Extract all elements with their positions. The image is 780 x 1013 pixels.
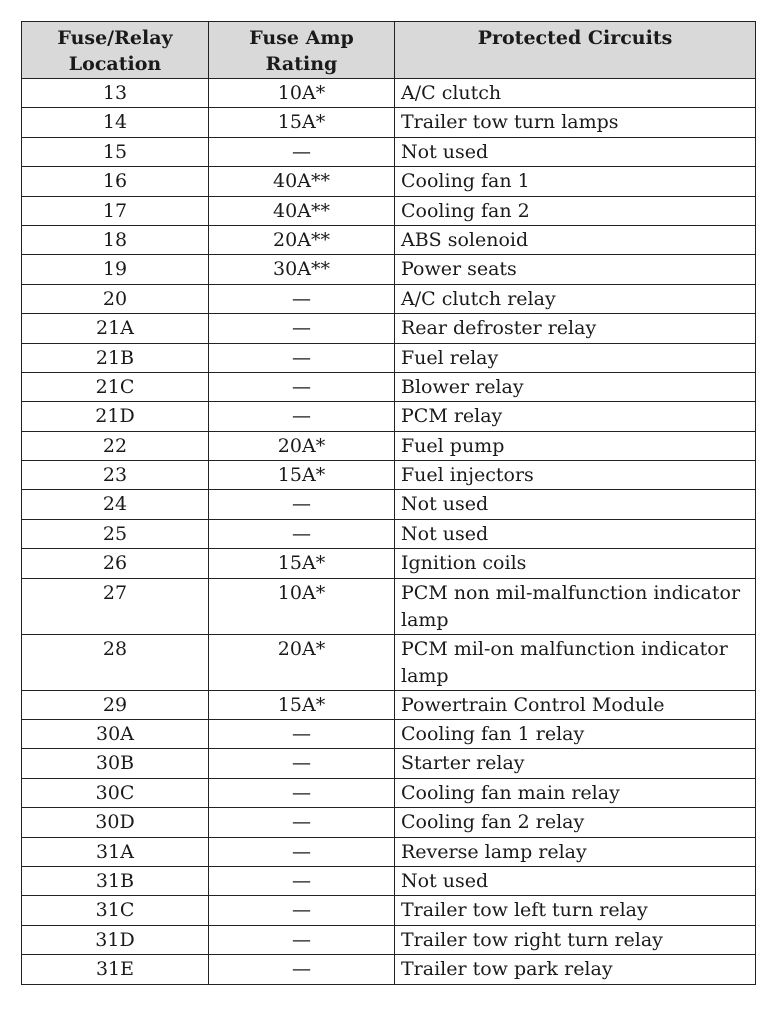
circuit-cell: Cooling fan 2 relay	[395, 808, 756, 837]
circuit-cell: Not used	[395, 866, 756, 895]
table-row	[22, 955, 756, 984]
circuit-cell: Starter relay	[395, 749, 756, 778]
amp-rating-cell: 20A*	[209, 634, 395, 690]
table-row	[22, 137, 756, 166]
table-row	[22, 490, 756, 519]
amp-rating-cell: —	[209, 720, 395, 749]
circuit-cell: ABS solenoid	[395, 225, 756, 254]
header-amp-rating	[209, 22, 395, 79]
circuit-cell: Trailer tow left turn relay	[395, 896, 756, 925]
circuit-cell: Cooling fan 1 relay	[395, 720, 756, 749]
header-amp-line1: Fuse Amp	[249, 27, 354, 49]
table-row	[22, 720, 756, 749]
header-row	[22, 22, 756, 79]
table-row	[22, 634, 756, 690]
location-cell: 24	[22, 490, 209, 519]
location-cell: 30D	[22, 808, 209, 837]
table-row	[22, 284, 756, 313]
circuit-cell: Fuel pump	[395, 431, 756, 460]
amp-rating-cell: 15A*	[209, 549, 395, 578]
header-protected-circuits: Protected Circuits	[395, 22, 756, 79]
location-cell: 25	[22, 519, 209, 548]
amp-rating-cell: —	[209, 519, 395, 548]
amp-rating-cell: 10A*	[209, 578, 395, 634]
circuit-cell: Reverse lamp relay	[395, 837, 756, 866]
location-cell: 30C	[22, 778, 209, 807]
fuse-relay-table	[21, 21, 756, 985]
amp-rating-cell: 20A*	[209, 431, 395, 460]
table-row	[22, 79, 756, 108]
circuit-cell: Trailer tow right turn relay	[395, 925, 756, 954]
table-row	[22, 837, 756, 866]
table-row	[22, 196, 756, 225]
amp-rating-cell: 15A*	[209, 461, 395, 490]
location-cell: 23	[22, 461, 209, 490]
amp-rating-cell: 15A*	[209, 690, 395, 719]
amp-rating-cell: —	[209, 137, 395, 166]
circuit-cell: Not used	[395, 137, 756, 166]
location-cell: 31E	[22, 955, 209, 984]
amp-rating-cell: —	[209, 284, 395, 313]
table-row	[22, 108, 756, 137]
location-cell: 21B	[22, 343, 209, 372]
table-row	[22, 461, 756, 490]
location-cell: 21C	[22, 372, 209, 401]
table-row	[22, 372, 756, 401]
table-row	[22, 778, 756, 807]
location-cell: 31C	[22, 896, 209, 925]
amp-rating-cell: —	[209, 925, 395, 954]
amp-rating-cell: 30A**	[209, 255, 395, 284]
location-cell: 30A	[22, 720, 209, 749]
table-row	[22, 749, 756, 778]
table-row	[22, 402, 756, 431]
table-row	[22, 255, 756, 284]
table-row	[22, 578, 756, 634]
circuit-cell: Powertrain Control Module	[395, 690, 756, 719]
amp-rating-cell: —	[209, 866, 395, 895]
location-cell: 27	[22, 578, 209, 634]
location-cell: 15	[22, 137, 209, 166]
amp-rating-cell: 20A**	[209, 225, 395, 254]
circuit-cell: PCM non mil-malfunction indicator lamp	[395, 578, 756, 634]
circuit-cell: Ignition coils	[395, 549, 756, 578]
location-cell: 17	[22, 196, 209, 225]
amp-rating-cell: —	[209, 837, 395, 866]
circuit-cell: Not used	[395, 519, 756, 548]
table-row	[22, 690, 756, 719]
table-header	[22, 22, 756, 79]
amp-rating-cell: —	[209, 749, 395, 778]
circuit-cell: Fuel injectors	[395, 461, 756, 490]
amp-rating-cell: 40A**	[209, 167, 395, 196]
header-amp-line2: Rating	[265, 53, 338, 75]
location-cell: 21A	[22, 314, 209, 343]
circuit-cell: Rear defroster relay	[395, 314, 756, 343]
amp-rating-cell: —	[209, 896, 395, 925]
amp-rating-cell: —	[209, 314, 395, 343]
circuit-cell: Blower relay	[395, 372, 756, 401]
table-row	[22, 808, 756, 837]
location-cell: 26	[22, 549, 209, 578]
circuit-cell: Power seats	[395, 255, 756, 284]
circuit-cell: A/C clutch	[395, 79, 756, 108]
amp-rating-cell: 15A*	[209, 108, 395, 137]
location-cell: 18	[22, 225, 209, 254]
amp-rating-cell: —	[209, 372, 395, 401]
circuit-cell: Not used	[395, 490, 756, 519]
location-cell: 28	[22, 634, 209, 690]
table-row	[22, 314, 756, 343]
location-cell: 20	[22, 284, 209, 313]
circuit-cell: Fuel relay	[395, 343, 756, 372]
circuit-cell: Cooling fan main relay	[395, 778, 756, 807]
table-row	[22, 343, 756, 372]
circuit-cell: PCM mil-on malfunction indicator lamp	[395, 634, 756, 690]
location-cell: 16	[22, 167, 209, 196]
location-cell: 22	[22, 431, 209, 460]
table-row	[22, 225, 756, 254]
amp-rating-cell: —	[209, 808, 395, 837]
circuit-cell: Trailer tow park relay	[395, 955, 756, 984]
amp-rating-cell: —	[209, 402, 395, 431]
circuit-cell: Trailer tow turn lamps	[395, 108, 756, 137]
circuit-cell: Cooling fan 1	[395, 167, 756, 196]
location-cell: 14	[22, 108, 209, 137]
amp-rating-cell: —	[209, 490, 395, 519]
location-cell: 13	[22, 79, 209, 108]
table-row	[22, 866, 756, 895]
table-row	[22, 925, 756, 954]
amp-rating-cell: —	[209, 955, 395, 984]
table-row	[22, 519, 756, 548]
header-location	[22, 22, 209, 79]
header-location-line1: Fuse/Relay	[57, 27, 173, 49]
circuit-cell: A/C clutch relay	[395, 284, 756, 313]
location-cell: 30B	[22, 749, 209, 778]
amp-rating-cell: —	[209, 343, 395, 372]
location-cell: 31D	[22, 925, 209, 954]
table-row	[22, 431, 756, 460]
circuit-cell: PCM relay	[395, 402, 756, 431]
circuit-cell: Cooling fan 2	[395, 196, 756, 225]
table-row	[22, 549, 756, 578]
table-row	[22, 896, 756, 925]
table-row	[22, 167, 756, 196]
location-cell: 31B	[22, 866, 209, 895]
amp-rating-cell: —	[209, 778, 395, 807]
amp-rating-cell: 40A**	[209, 196, 395, 225]
location-cell: 29	[22, 690, 209, 719]
location-cell: 31A	[22, 837, 209, 866]
header-location-line2: Location	[68, 53, 162, 75]
table-body	[22, 79, 756, 985]
location-cell: 21D	[22, 402, 209, 431]
location-cell: 19	[22, 255, 209, 284]
amp-rating-cell: 10A*	[209, 79, 395, 108]
